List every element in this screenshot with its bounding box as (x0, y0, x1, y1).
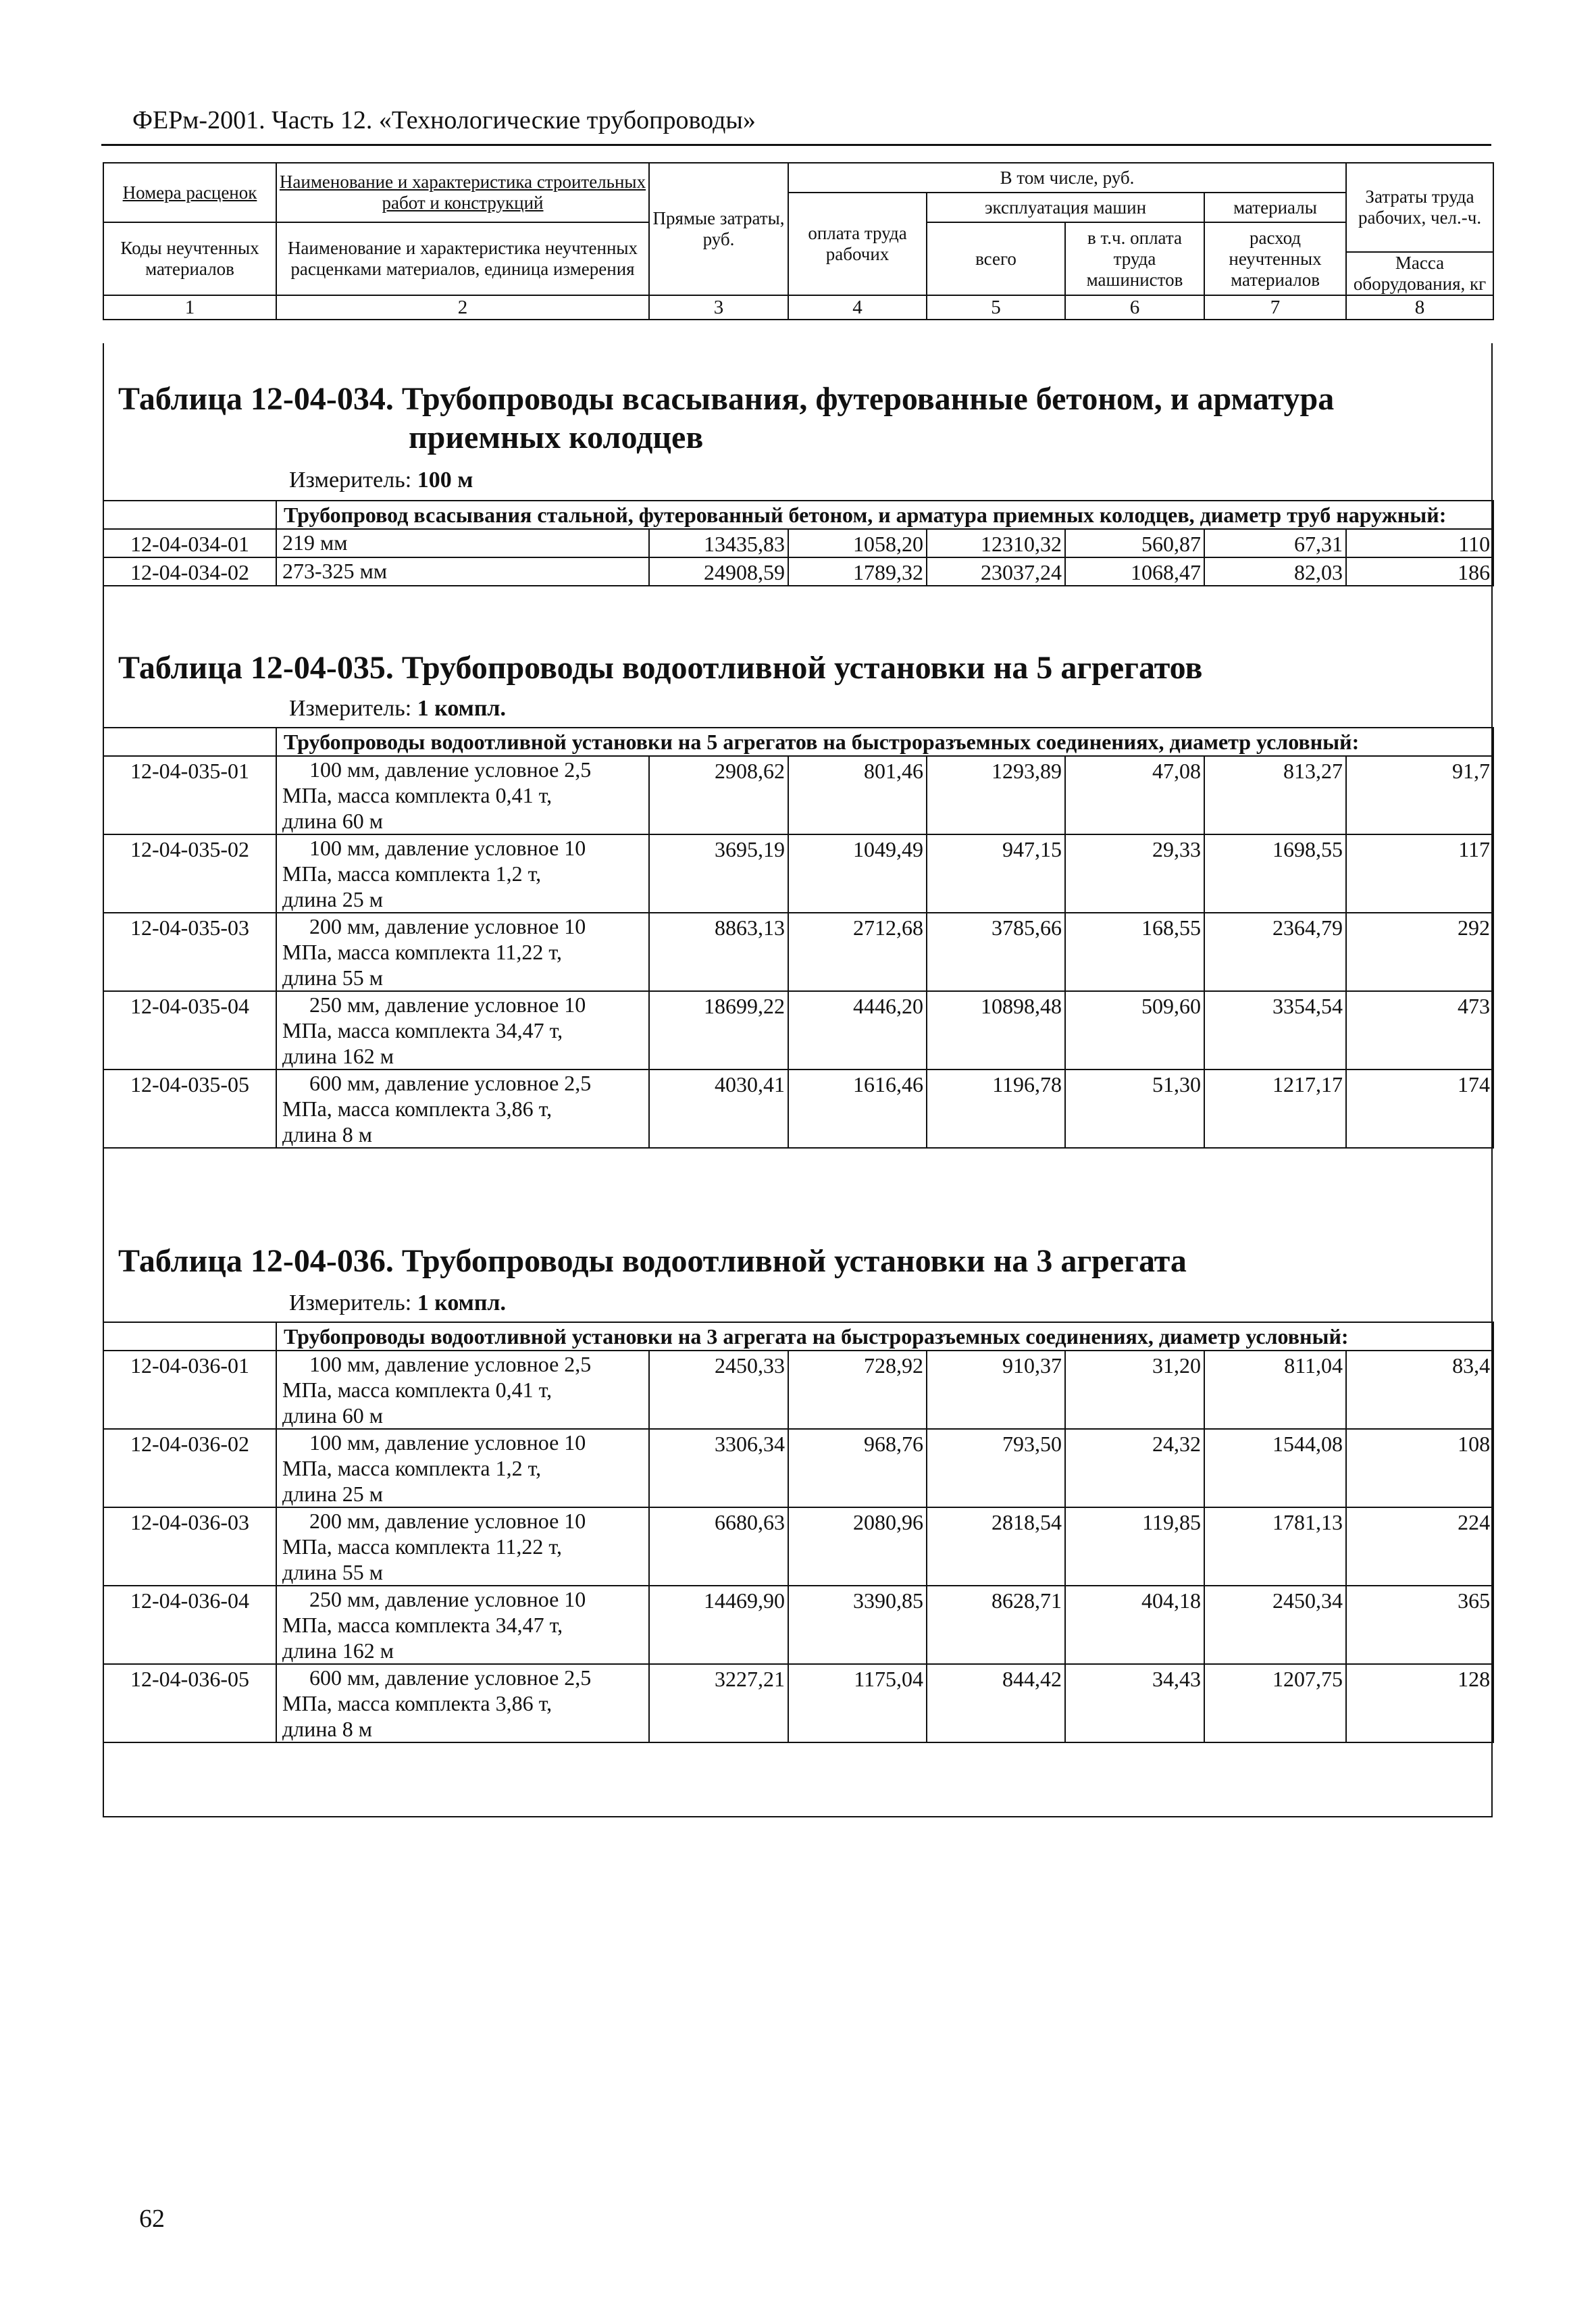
table-036-subtitle: Трубопроводы водоотливной установки на 3 агрегата на быстроразъемных соединениях, диаметр условный: (276, 1322, 1493, 1351)
table-034-title: Таблица 12-04-034. Трубопроводы всасывания, футерованные бетоном, и арматура приемных колодцев (118, 381, 1335, 455)
worker-pay: 1049,49 (788, 834, 927, 913)
materials-cost: 1781,13 (1204, 1507, 1346, 1586)
rate-code: 12-04-034-02 (103, 557, 276, 586)
table-036-title: Таблица 12-04-036. Трубопроводы водоотливной установки на 3 агрегата (118, 1243, 1187, 1279)
labor-hours: 83,4 (1346, 1351, 1493, 1429)
page-number: 62 (139, 2205, 165, 2233)
rate-code: 12-04-035-03 (103, 913, 276, 991)
table-row (103, 557, 1493, 586)
operator-pay: 24,32 (1065, 1429, 1204, 1507)
direct-costs: 6680,63 (649, 1507, 788, 1586)
labor-hours: 108 (1346, 1429, 1493, 1507)
machines-total: 844,42 (927, 1664, 1065, 1742)
table-034 (103, 500, 1494, 586)
materials-cost: 1544,08 (1204, 1429, 1346, 1507)
labor-hours: 473 (1346, 991, 1493, 1070)
materials-cost: 82,03 (1204, 557, 1346, 586)
direct-costs: 18699,22 (649, 991, 788, 1070)
rate-code: 12-04-036-02 (103, 1429, 276, 1507)
labor-hours: 224 (1346, 1507, 1493, 1586)
machines-total: 3785,66 (927, 913, 1065, 991)
col-header-material-names: Наименование и характеристика неучтенных расценками материалов, единица измерения (276, 222, 649, 295)
worker-pay: 2712,68 (788, 913, 927, 991)
machines-total: 793,50 (927, 1429, 1065, 1507)
machines-total: 12310,32 (927, 529, 1065, 557)
direct-costs: 8863,13 (649, 913, 788, 991)
machines-total: 8628,71 (927, 1586, 1065, 1664)
direct-costs: 3227,21 (649, 1664, 788, 1742)
direct-costs: 4030,41 (649, 1070, 788, 1148)
running-head: ФЕРм-2001. Часть 12. «Технологические трубопроводы» (132, 106, 756, 134)
table-row (103, 1429, 1493, 1507)
worker-pay: 968,76 (788, 1429, 927, 1507)
subtitle-spacer-cell (103, 1322, 276, 1351)
operator-pay: 51,30 (1065, 1070, 1204, 1148)
materials-cost: 811,04 (1204, 1351, 1346, 1429)
machines-total: 1293,89 (927, 756, 1065, 834)
col-header-material-codes: Коды неучтенных материалов (103, 222, 276, 295)
table-035-subtitle: Трубопроводы водоотливной установки на 5 агрегатов на быстроразъемных соединениях, диаметр условный: (276, 728, 1493, 756)
col-number: 1 (103, 295, 276, 320)
materials-cost: 1217,17 (1204, 1070, 1346, 1148)
col-header-work-name: Наименование и характеристика строительных работ и конструкций (276, 163, 649, 222)
operator-pay: 31,20 (1065, 1351, 1204, 1429)
operator-pay: 29,33 (1065, 834, 1204, 913)
worker-pay: 1616,46 (788, 1070, 927, 1148)
table-row (103, 834, 1493, 913)
table-row (103, 529, 1493, 557)
worker-pay: 4446,20 (788, 991, 927, 1070)
labor-hours: 110 (1346, 529, 1493, 557)
col-header-direct-costs: Прямые затраты, руб. (649, 163, 788, 295)
table-row (103, 1664, 1493, 1742)
col-header-equipment-mass: Масса оборудования, кг (1346, 252, 1493, 295)
labor-hours: 365 (1346, 1586, 1493, 1664)
operator-pay: 47,08 (1065, 756, 1204, 834)
col-number: 2 (276, 295, 649, 320)
rate-description: 273-325 мм (276, 557, 649, 586)
col-header-operator-pay: в т.ч. оплата труда машинистов (1065, 222, 1204, 295)
labor-hours: 186 (1346, 557, 1493, 586)
table-034-subtitle: Трубопровод всасывания стальной, футерованный бетоном, и арматура приемных колодцев, диаметр труб наружный: (276, 501, 1493, 529)
rate-description: 200 мм, давление условное 10 МПа, масса комплекта 11,22 т, длина 55 м (276, 913, 649, 991)
machines-total: 910,37 (927, 1351, 1065, 1429)
rate-code: 12-04-036-03 (103, 1507, 276, 1586)
rate-description: 219 мм (276, 529, 649, 557)
labor-hours: 292 (1346, 913, 1493, 991)
column-header-table (103, 162, 1494, 320)
operator-pay: 168,55 (1065, 913, 1204, 991)
materials-cost: 3354,54 (1204, 991, 1346, 1070)
rate-code: 12-04-035-01 (103, 756, 276, 834)
rate-code: 12-04-036-04 (103, 1586, 276, 1664)
rate-code: 12-04-036-05 (103, 1664, 276, 1742)
materials-cost: 1698,55 (1204, 834, 1346, 913)
rate-description: 200 мм, давление условное 10 МПа, масса комплекта 11,22 т, длина 55 м (276, 1507, 649, 1586)
table-036-measure: Измеритель: 1 компл. (289, 1290, 507, 1315)
col-header-material-consumption: расход неучтенных материалов (1204, 222, 1346, 295)
col-number: 7 (1204, 295, 1346, 320)
col-header-machines-total: всего (927, 222, 1065, 295)
worker-pay: 1058,20 (788, 529, 927, 557)
operator-pay: 1068,47 (1065, 557, 1204, 586)
rate-description: 250 мм, давление условное 10 МПа, масса комплекта 34,47 т, длина 162 м (276, 1586, 649, 1664)
operator-pay: 404,18 (1065, 1586, 1204, 1664)
operator-pay: 560,87 (1065, 529, 1204, 557)
labor-hours: 174 (1346, 1070, 1493, 1148)
rate-code: 12-04-035-05 (103, 1070, 276, 1148)
machines-total: 1196,78 (927, 1070, 1065, 1148)
machines-total: 10898,48 (927, 991, 1065, 1070)
materials-cost: 67,31 (1204, 529, 1346, 557)
direct-costs: 3695,19 (649, 834, 788, 913)
col-header-rate-numbers: Номера расценок (103, 163, 276, 222)
col-number: 4 (788, 295, 927, 320)
rate-description: 600 мм, давление условное 2,5 МПа, масса комплекта 3,86 т, длина 8 м (276, 1664, 649, 1742)
table-row (103, 991, 1493, 1070)
table-row (103, 913, 1493, 991)
table-034-measure: Измеритель: 100 м (289, 468, 473, 493)
col-number: 3 (649, 295, 788, 320)
materials-cost: 2364,79 (1204, 913, 1346, 991)
worker-pay: 1175,04 (788, 1664, 927, 1742)
direct-costs: 13435,83 (649, 529, 788, 557)
table-row (103, 756, 1493, 834)
table-row (103, 1351, 1493, 1429)
rate-code: 12-04-035-04 (103, 991, 276, 1070)
rate-description: 100 мм, давление условное 2,5 МПа, масса комплекта 0,41 т, длина 60 м (276, 756, 649, 834)
worker-pay: 1789,32 (788, 557, 927, 586)
operator-pay: 509,60 (1065, 991, 1204, 1070)
machines-total: 947,15 (927, 834, 1065, 913)
frame-bottom-border (103, 1816, 1493, 1817)
table-035-title: Таблица 12-04-035. Трубопроводы водоотливной установки на 5 агрегатов (118, 650, 1203, 686)
direct-costs: 2450,33 (649, 1351, 788, 1429)
rate-description: 100 мм, давление условное 2,5 МПа, масса комплекта 0,41 т, длина 60 м (276, 1351, 649, 1429)
rate-description: 100 мм, давление условное 10 МПа, масса комплекта 1,2 т, длина 25 м (276, 1429, 649, 1507)
labor-hours: 128 (1346, 1664, 1493, 1742)
col-header-group-materials: материалы (1204, 193, 1346, 222)
materials-cost: 813,27 (1204, 756, 1346, 834)
header-rule (101, 144, 1491, 146)
table-row (103, 1586, 1493, 1664)
worker-pay: 728,92 (788, 1351, 927, 1429)
operator-pay: 119,85 (1065, 1507, 1204, 1586)
table-035 (103, 727, 1494, 1149)
machines-total: 23037,24 (927, 557, 1065, 586)
col-number: 8 (1346, 295, 1493, 320)
col-header-worker-pay: оплата труда рабочих (788, 193, 927, 295)
col-number: 6 (1065, 295, 1204, 320)
worker-pay: 3390,85 (788, 1586, 927, 1664)
table-035-measure: Измеритель: 1 компл. (289, 696, 507, 721)
rate-description: 250 мм, давление условное 10 МПа, масса комплекта 34,47 т, длина 162 м (276, 991, 649, 1070)
col-number: 5 (927, 295, 1065, 320)
direct-costs: 2908,62 (649, 756, 788, 834)
materials-cost: 1207,75 (1204, 1664, 1346, 1742)
rate-description: 600 мм, давление условное 2,5 МПа, масса комплекта 3,86 т, длина 8 м (276, 1070, 649, 1148)
rate-code: 12-04-036-01 (103, 1351, 276, 1429)
rate-code: 12-04-035-02 (103, 834, 276, 913)
operator-pay: 34,43 (1065, 1664, 1204, 1742)
direct-costs: 14469,90 (649, 1586, 788, 1664)
worker-pay: 801,46 (788, 756, 927, 834)
rate-description: 100 мм, давление условное 10 МПа, масса комплекта 1,2 т, длина 25 м (276, 834, 649, 913)
direct-costs: 24908,59 (649, 557, 788, 586)
labor-hours: 117 (1346, 834, 1493, 913)
materials-cost: 2450,34 (1204, 1586, 1346, 1664)
col-header-group-machines: эксплуатация машин (927, 193, 1204, 222)
subtitle-spacer-cell (103, 501, 276, 529)
table-row (103, 1507, 1493, 1586)
table-row (103, 1070, 1493, 1148)
col-header-labor-hours: Затраты труда рабочих, чел.-ч. (1346, 163, 1493, 252)
machines-total: 2818,54 (927, 1507, 1065, 1586)
labor-hours: 91,7 (1346, 756, 1493, 834)
subtitle-spacer-cell (103, 728, 276, 756)
worker-pay: 2080,96 (788, 1507, 927, 1586)
col-header-group-including: В том числе, руб. (788, 163, 1346, 193)
table-036 (103, 1322, 1494, 1743)
rate-code: 12-04-034-01 (103, 529, 276, 557)
direct-costs: 3306,34 (649, 1429, 788, 1507)
